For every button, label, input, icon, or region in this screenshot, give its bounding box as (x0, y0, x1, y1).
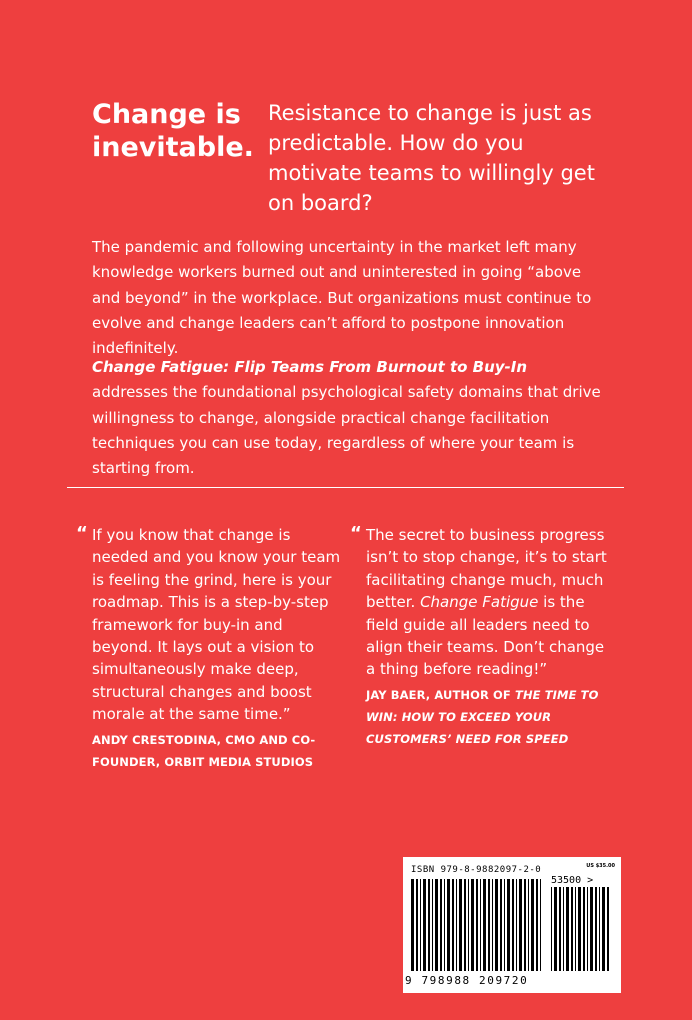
book-title: Change Fatigue: Flip Teams From Burnout to Buy-In (92, 358, 528, 376)
endorsement-attribution (366, 684, 616, 750)
endorsement-text (366, 524, 616, 681)
attribution-name: JAY BAER, AUTHOR OF (366, 687, 515, 702)
endorsement-text-part: is the field guide all leaders need to align their teams. Don’t change a thing before reading!” (366, 593, 605, 679)
divider (67, 487, 624, 488)
book-description-text: addresses the foundational psychological safety domains that drive willingness to change, alongside practical change facilitation techniques you can use today, regardless of where your team is starting from. (92, 383, 601, 478)
price-label: US $35.00 (586, 863, 615, 869)
ean-number: 9 798988 209720 (405, 974, 529, 987)
quote-mark: “ (76, 523, 88, 544)
endorsement-text: If you know that change is needed and you know your team is feeling the grind, here is your roadmap. This is a step-by-step framework for buy-in and beyond. It lays out a vision to simultaneously make deep, structural changes and boost morale at the same time.” (92, 526, 341, 724)
intro-paragraph: The pandemic and following uncertainty in the market left many knowledge workers burned out and uninterested in going “above and beyond” in the workplace. But organizations must continue to evolve and change leaders can’t afford to postpone innovation indefinitely. (92, 238, 592, 358)
isbn-label: ISBN 979-8-9882097-2-0 (411, 865, 542, 875)
price-code: 53500 > (551, 875, 594, 886)
endorsement-text-part: The secret to business progress isn’t to stop change, it’s to start facilitating change much, much better. (366, 526, 607, 612)
headline: Change is inevitable. (92, 99, 254, 163)
endorsement-2 (350, 523, 616, 750)
attribution-book-title: THE TIME TO WIN: HOW TO EXCEED YOUR CUSTOMERS’ NEED FOR SPEED (366, 687, 599, 746)
endorsement-1 (76, 523, 342, 773)
book-description (92, 355, 602, 481)
endorsement-book-title: Change Fatigue (420, 593, 539, 612)
ean-barcode-bars (411, 879, 543, 973)
barcode (403, 857, 621, 993)
price-barcode-bars (551, 887, 611, 973)
endorsement-attribution: ANDY CRESTODINA, CMO AND CO-FOUNDER, ORBIT MEDIA STUDIOS (92, 732, 316, 769)
quote-mark: “ (350, 523, 362, 544)
subheadline: Resistance to change is just as predictable. How do you motivate teams to willingly get on board? (268, 101, 595, 215)
